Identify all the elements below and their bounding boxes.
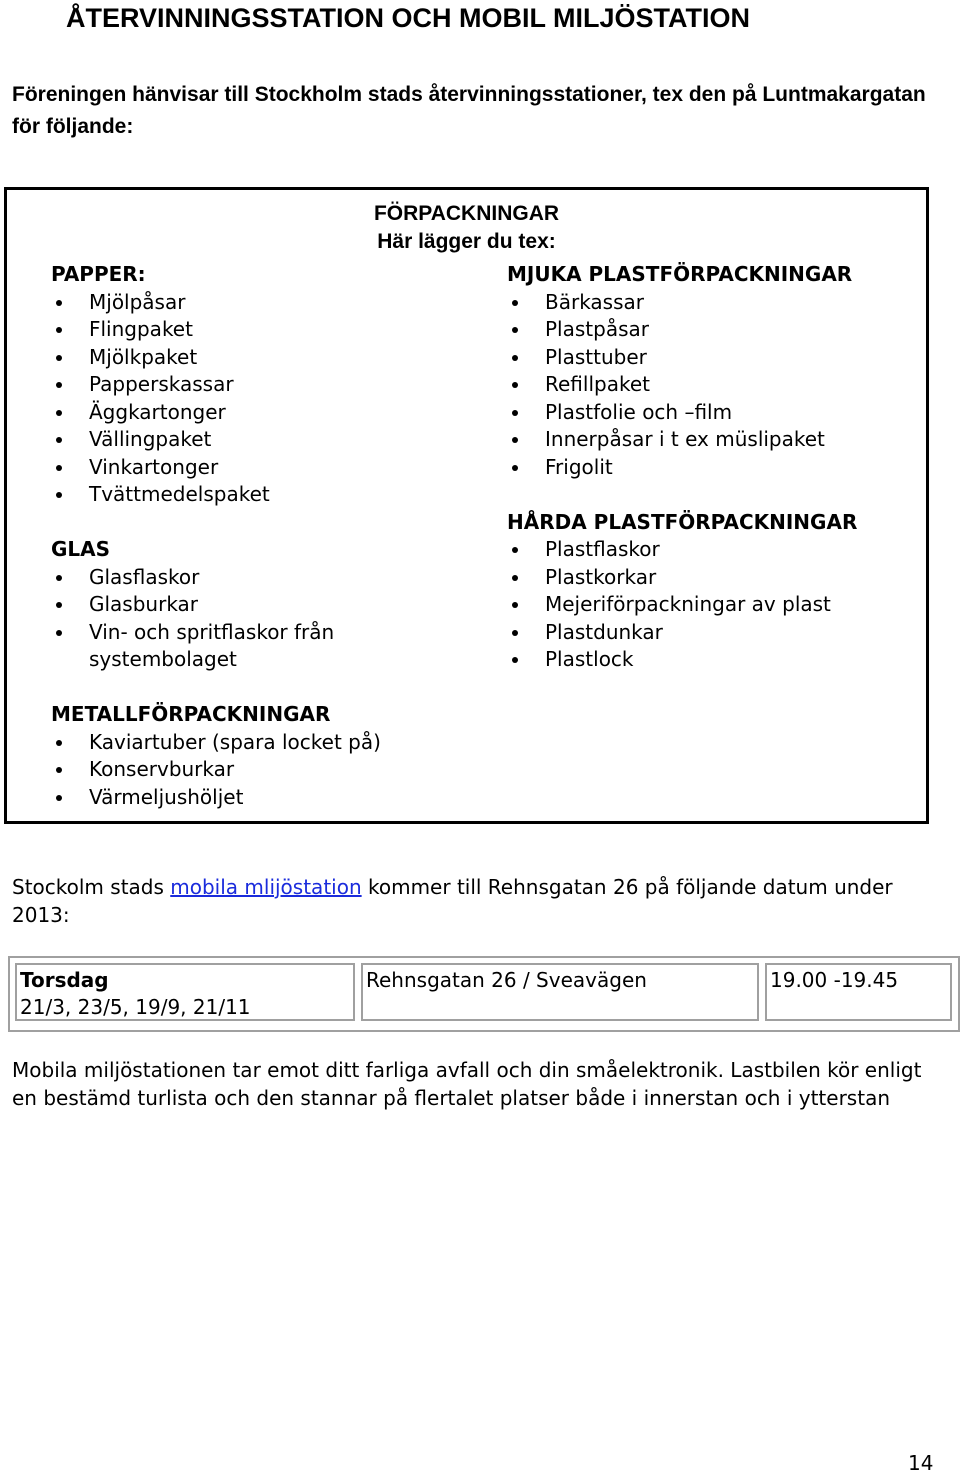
packaging-heading-subtitle: Här lägger du tex: — [377, 230, 556, 253]
schedule-time: 19.00 -19.45 — [770, 968, 899, 992]
list-item: Bärkassar — [507, 289, 925, 317]
hard-plastic-list — [507, 536, 925, 674]
mobile-station-link[interactable]: mobila mlijöstation — [170, 875, 362, 899]
list-item: Mejeriförpackningar av plast — [507, 591, 925, 619]
glass-heading: GLAS — [51, 537, 111, 561]
list-item: Plastdunkar — [507, 619, 925, 647]
schedule-time-cell — [765, 963, 952, 1021]
list-item: Papperskassar — [51, 371, 471, 399]
schedule-day: Torsdag — [20, 968, 109, 992]
soft-plastic-list — [507, 289, 925, 482]
list-item: Refillpaket — [507, 371, 925, 399]
list-item: Mjölkpaket — [51, 344, 471, 372]
list-item: Vinkartonger — [51, 454, 471, 482]
schedule-table — [8, 956, 960, 1032]
soft-plastic-heading: MJUKA PLASTFÖRPACKNINGAR — [507, 262, 853, 286]
list-item: Innerpåsar i t ex müslipaket — [507, 426, 925, 454]
list-item: Plastlock — [507, 646, 925, 674]
schedule-place-cell — [361, 963, 759, 1021]
list-item: Plastflaskor — [507, 536, 925, 564]
list-item: Kaviartuber (spara locket på) — [51, 729, 471, 757]
page-title: ÅTERVINNINGSSTATION OCH MOBIL MILJÖSTATION — [66, 3, 751, 33]
list-item: Värmeljushöljet — [51, 784, 471, 812]
list-item: Plastfolie och –film — [507, 399, 925, 427]
list-item: Tvättmedelspaket — [51, 481, 471, 509]
page-number: 14 — [908, 1451, 934, 1475]
paper-heading: PAPPER: — [51, 262, 146, 286]
list-item: Plasttuber — [507, 344, 925, 372]
info-text-end: kommer till Rehnsgatan 26 på följande datum under 2013: — [12, 875, 893, 927]
list-item: Vällingpaket — [51, 426, 471, 454]
left-column — [51, 261, 471, 811]
hard-plastic-heading: HÅRDA PLASTFÖRPACKNINGAR — [507, 509, 858, 534]
list-item: Plastkorkar — [507, 564, 925, 592]
intro-text: Föreningen hänvisar till Stockholm stads återvinningsstationer, tex den på Luntmakargatan för följande: — [12, 83, 926, 138]
packaging-heading — [7, 200, 926, 256]
paper-list — [51, 289, 471, 509]
metal-heading: METALLFÖRPACKNINGAR — [51, 702, 331, 726]
list-item: Plastpåsar — [507, 316, 925, 344]
list-item: Glasburkar — [51, 591, 471, 619]
list-item: Konservburkar — [51, 756, 471, 784]
schedule-place: Rehnsgatan 26 / Sveavägen — [366, 968, 647, 992]
schedule-dates: 21/3, 23/5, 19/9, 21/11 — [20, 995, 251, 1019]
list-item: Glasflaskor — [51, 564, 471, 592]
glass-list — [51, 564, 471, 674]
metal-list — [51, 729, 471, 812]
outro-text: Mobila miljöstationen tar emot ditt farliga avfall och din småelektronik. Lastbilen kör enligt en bestämd turlista och den stannar på flertalet platser både i innerstan och i ytterstan — [12, 1058, 922, 1110]
list-item: Flingpaket — [51, 316, 471, 344]
right-column — [507, 261, 925, 674]
list-item: Äggkartonger — [51, 399, 471, 427]
info-text-start: Stockolm stads — [12, 875, 171, 899]
packaging-heading-title: FÖRPACKNINGAR — [373, 202, 560, 225]
list-item: Vin- och spritflaskor från systembolaget — [51, 619, 389, 674]
list-item: Frigolit — [507, 454, 925, 482]
mobile-station-info — [12, 873, 912, 929]
schedule-day-cell — [15, 963, 355, 1021]
packaging-box — [4, 187, 929, 824]
list-item: Mjölpåsar — [51, 289, 471, 317]
